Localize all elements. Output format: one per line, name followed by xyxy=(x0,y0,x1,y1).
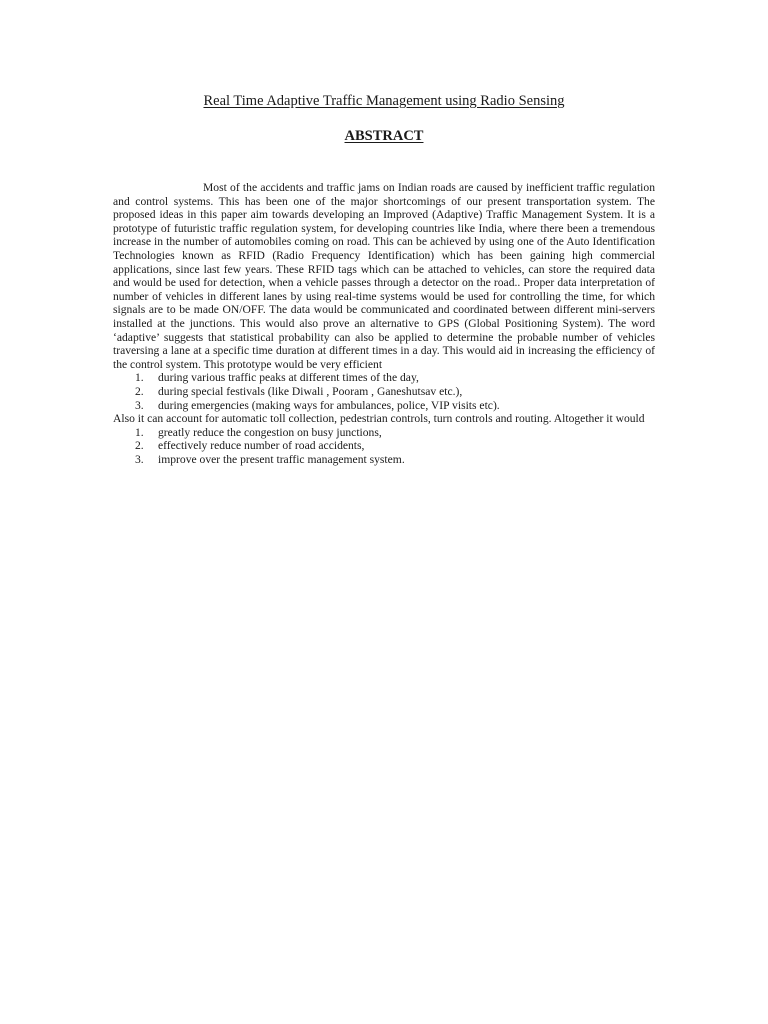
list-item xyxy=(113,453,655,467)
abstract-heading: ABSTRACT xyxy=(344,128,424,144)
list-item-number: 2. xyxy=(135,439,144,453)
list-item xyxy=(113,426,655,440)
list-item-text: during various traffic peaks at different times of the day, xyxy=(158,371,419,385)
list-item xyxy=(113,439,655,453)
usage-list xyxy=(113,371,655,412)
list-item-text: greatly reduce the congestion on busy junctions, xyxy=(158,425,382,439)
document-title: Real Time Adaptive Traffic Management using Radio Sensing xyxy=(203,93,565,109)
list-item-number: 3. xyxy=(135,452,144,466)
list-item-number: 2. xyxy=(135,384,144,398)
list-item-number: 3. xyxy=(135,398,144,412)
list-item xyxy=(113,371,655,385)
list-item xyxy=(113,385,655,399)
list-item-text: improve over the present traffic management system. xyxy=(158,452,405,466)
benefits-list xyxy=(113,426,655,467)
list-item xyxy=(113,399,655,413)
list-item-text: during emergencies (making ways for ambulances, police, VIP visits etc). xyxy=(158,398,500,412)
list-item-number: 1. xyxy=(135,425,144,439)
list-item-text: during special festivals (like Diwali , Pooram , Ganeshutsav etc.), xyxy=(158,384,463,398)
additional-paragraph: Also it can account for automatic toll collection, pedestrian controls, turn controls and routing. Altogether it would xyxy=(113,412,645,426)
list-item-text: effectively reduce number of road accidents, xyxy=(158,439,365,453)
abstract-paragraph: Most of the accidents and traffic jams on Indian roads are caused by inefficient traffic regulation and control systems. This has been one of the major shortcomings of our present transportation system. The proposed ideas in this paper aim towards developing an Improved (Adaptive) Traffic Management System. It is a prototype of futuristic traffic regulation system, for developing countries like India, where there been a tremendous increase in the number of automobiles coming on road. This can be achieved by using one of the Auto Identification Technologies known as RFID (Radio Frequency Identification) which has been gaining high commercial applications, since last few years. These RFID tags which can be attached to vehicles, can store the required data and would be used for detection, when a vehicle passes through a detector on the road.. Proper data interpretation of number of vehicles in different lanes by using real-time systems would be used for controlling the time, for which signals are to be made ON/OFF. The data would be communicated and coordinated between different mini-servers installed at the junctions. This would also prove an alternative to GPS (Global Positioning System). The word ‘adaptive’ suggests that statistical probability can also be applied to determine the probable number of vehicles traversing a lane at a specific time duration at different times in a day. This would aid in increasing the efficiency of the control system. This prototype would be very efficient xyxy=(113,181,655,371)
abstract-body xyxy=(113,181,655,466)
list-item-number: 1. xyxy=(135,371,144,385)
